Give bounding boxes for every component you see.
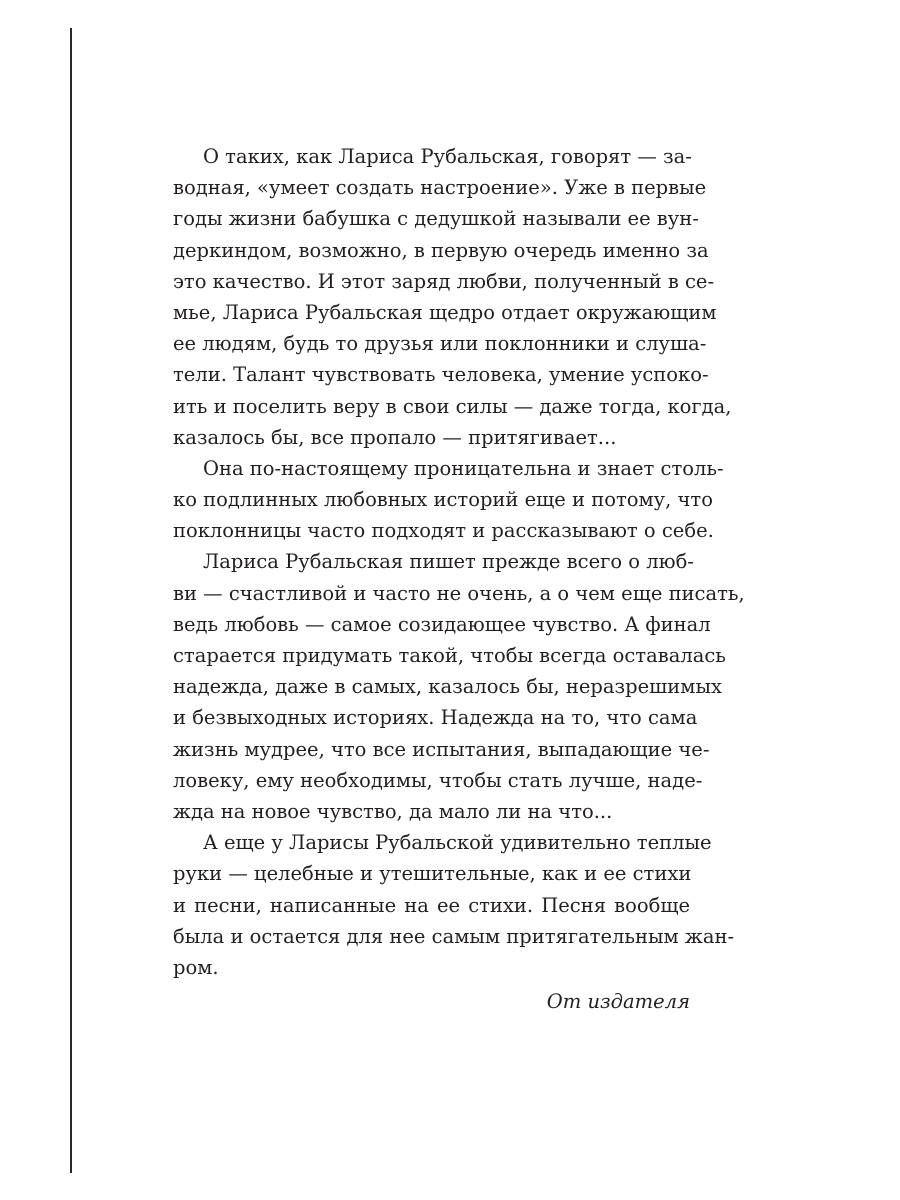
text-line: Лариса Рубальская пишет прежде всего о люб-	[203, 550, 694, 574]
text-line: ить и поселить веру в свои силы — даже тогда, когда,	[173, 394, 732, 418]
text-line: тели. Талант чувствовать человека, умение успоко-	[173, 363, 709, 387]
text-line: О таких, как Лариса Рубальская, говорят — за-	[203, 145, 692, 168]
signature: От издателя	[546, 990, 690, 1014]
text-line: Она по-настоящему проницательна и знает столь-	[203, 456, 724, 480]
text-line: казалось бы, все пропало — притягивает...	[173, 425, 617, 449]
text-line: жда на новое чувство, да мало ли на что...	[173, 799, 613, 823]
text-block	[173, 141, 745, 1017]
text-line: водная, «умеет создать настроение». Уже в первые	[173, 176, 707, 200]
page-edge-line	[70, 28, 72, 1173]
text-line: ведь любовь — самое созидающее чувство. А финал	[173, 612, 711, 636]
text-line: и песни, написанные на ее стихи. Песня вообще	[173, 893, 690, 917]
text-line: ловеку, ему необходимы, чтобы стать лучше, наде-	[173, 768, 703, 792]
paragraph-4	[173, 827, 735, 983]
paragraph-2	[173, 453, 724, 547]
text-line: А еще у Ларисы Рубальской удивительно теплые	[203, 831, 712, 855]
text-line: ко подлинных любовных историй еще и потому, что	[173, 488, 713, 512]
text-line: ром.	[173, 955, 219, 979]
text-line: это качество. И этот заряд любви, полученный в се-	[173, 269, 715, 293]
text-line: деркиндом, возможно, в первую очередь именно за	[173, 238, 709, 262]
text-line: и безвыходных историях. Надежда на то, что сама	[173, 706, 698, 730]
text-line: надежда, даже в самых, казалось бы, неразрешимых	[173, 675, 722, 699]
paragraph-1	[173, 141, 732, 453]
text-line: руки — целебные и утешительные, как и ее стихи	[173, 862, 692, 886]
text-line: годы жизни бабушка с дедушкой называли ее вун-	[173, 207, 699, 231]
text-line: ви — счастливой и часто не очень, а о чем еще писать,	[173, 581, 745, 605]
text-line: ее людям, будь то друзья или поклонники и слуша-	[173, 332, 707, 356]
text-line: мье, Лариса Рубальская щедро отдает окружающим	[173, 300, 717, 324]
paragraph-3	[173, 546, 745, 827]
text-line: поклонницы часто подходят и рассказывают о себе.	[173, 519, 714, 543]
text-line: старается придумать такой, чтобы всегда оставалась	[173, 644, 726, 667]
text-line: была и остается для нее самым притягательным жан-	[173, 924, 735, 948]
text-line: жизнь мудрее, что все испытания, выпадающие че-	[173, 737, 710, 761]
